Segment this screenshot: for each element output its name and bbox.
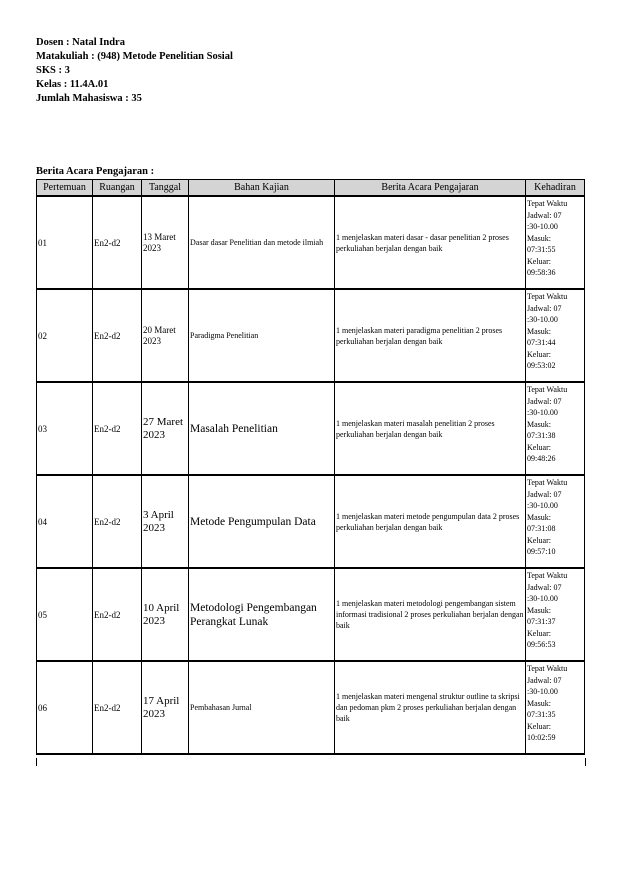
attendance-in-time: 07:31:08 (527, 524, 556, 533)
attendance-status: Tepat Waktu (527, 385, 568, 394)
col-header-pertemuan: Pertemuan (37, 180, 93, 197)
meeting-number: 04 (37, 475, 93, 568)
table-row (37, 568, 585, 661)
course-line: Matakuliah : (948) Metode Penelitian Sosial (36, 51, 233, 62)
meeting-number: 06 (37, 661, 93, 754)
col-header-kehadiran: Kehadiran (526, 180, 585, 197)
attendance (526, 382, 585, 475)
room: En2-d2 (93, 475, 142, 568)
attendance-in-time: 07:31:44 (527, 338, 556, 347)
attendance-out-label: Keluar: (527, 442, 551, 452)
attendance-in-label: Masuk: (527, 233, 551, 243)
date: 3 April 2023 (142, 475, 189, 568)
meeting-number: 01 (37, 196, 93, 289)
table-continuation (36, 758, 586, 766)
attendance-schedule: Jadwal: 07 (527, 675, 562, 685)
attendance-out-time: 09:58:36 (527, 268, 556, 277)
attendance-schedule-time: :30-10.00 (527, 501, 558, 510)
attendance-in-time: 07:31:37 (527, 617, 556, 626)
course-header (36, 36, 233, 106)
table-row (37, 475, 585, 568)
table-row (37, 661, 585, 754)
attendance-schedule-time: :30-10.00 (527, 408, 558, 417)
date: 10 April 2023 (142, 568, 189, 661)
attendance-schedule-time: :30-10.00 (527, 594, 558, 603)
credits-line: SKS : 3 (36, 65, 70, 76)
date: 13 Maret 2023 (142, 196, 189, 289)
room: En2-d2 (93, 382, 142, 475)
attendance-schedule-time: :30-10.00 (527, 222, 558, 231)
attendance-out-time: 09:56:53 (527, 640, 556, 649)
teaching-report: 1 menjelaskan materi metode pengumpulan data 2 proses perkuliahan berjalan dengan baik (335, 475, 526, 568)
attendance (526, 661, 585, 754)
col-header-berita: Berita Acara Pengajaran (335, 180, 526, 197)
teaching-log-table (36, 179, 585, 755)
attendance-schedule-time: :30-10.00 (527, 687, 558, 696)
topic: Masalah Penelitian (189, 382, 335, 475)
attendance-out-time: 09:53:02 (527, 361, 556, 370)
topic: Metode Pengumpulan Data (189, 475, 335, 568)
room: En2-d2 (93, 196, 142, 289)
topic: Pembahasan Jurnal (189, 661, 335, 754)
topic: Metodologi Pengembangan Perangkat Lunak (189, 568, 335, 661)
topic: Paradigma Penelitian (189, 289, 335, 382)
table-header-row (37, 180, 585, 197)
topic: Dasar dasar Penelitian dan metode ilmiah (189, 196, 335, 289)
attendance-status: Tepat Waktu (527, 571, 568, 580)
attendance-schedule: Jadwal: 07 (527, 303, 562, 313)
attendance-status: Tepat Waktu (527, 292, 568, 301)
attendance-in-label: Masuk: (527, 326, 551, 336)
attendance-out-label: Keluar: (527, 349, 551, 359)
col-header-bahan: Bahan Kajian (189, 180, 335, 197)
attendance-out-label: Keluar: (527, 721, 551, 731)
col-header-tanggal: Tanggal (142, 180, 189, 197)
class-line: Kelas : 11.4A.01 (36, 79, 109, 90)
date: 20 Maret 2023 (142, 289, 189, 382)
table-row (37, 382, 585, 475)
attendance-out-time: 09:48:26 (527, 454, 556, 463)
attendance-out-time: 09:57:10 (527, 547, 556, 556)
meeting-number: 03 (37, 382, 93, 475)
attendance-out-time: 10:02:59 (527, 733, 556, 742)
teaching-report: 1 menjelaskan materi paradigma penelitian 2 proses perkuliahan berjalan dengan baik (335, 289, 526, 382)
attendance-schedule: Jadwal: 07 (527, 396, 562, 406)
room: En2-d2 (93, 289, 142, 382)
table-row (37, 196, 585, 289)
attendance (526, 289, 585, 382)
room: En2-d2 (93, 661, 142, 754)
attendance-status: Tepat Waktu (527, 478, 568, 487)
attendance-schedule: Jadwal: 07 (527, 489, 562, 499)
attendance-out-label: Keluar: (527, 535, 551, 545)
attendance-in-time: 07:31:38 (527, 431, 556, 440)
teaching-report: 1 menjelaskan materi mengenal struktur outline ta skripsi dan pedoman pkm 2 proses perkuliahan berjalan dengan baik (335, 661, 526, 754)
table-row (37, 289, 585, 382)
attendance (526, 568, 585, 661)
room: En2-d2 (93, 568, 142, 661)
date: 27 Maret 2023 (142, 382, 189, 475)
teaching-report: 1 menjelaskan materi masalah penelitian 2 proses perkuliahan berjalan dengan baik (335, 382, 526, 475)
attendance-status: Tepat Waktu (527, 199, 568, 208)
attendance (526, 475, 585, 568)
attendance-schedule-time: :30-10.00 (527, 315, 558, 324)
attendance-in-label: Masuk: (527, 605, 551, 615)
attendance-status: Tepat Waktu (527, 664, 568, 673)
meeting-number: 05 (37, 568, 93, 661)
lecturer-line: Dosen : Natal Indra (36, 37, 125, 48)
attendance-out-label: Keluar: (527, 628, 551, 638)
col-header-ruangan: Ruangan (93, 180, 142, 197)
attendance-schedule: Jadwal: 07 (527, 582, 562, 592)
attendance-schedule: Jadwal: 07 (527, 210, 562, 220)
date: 17 April 2023 (142, 661, 189, 754)
attendance-out-label: Keluar: (527, 256, 551, 266)
teaching-report: 1 menjelaskan materi dasar - dasar penelitian 2 proses perkuliahan berjalan dengan baik (335, 196, 526, 289)
attendance-in-time: 07:31:55 (527, 245, 556, 254)
attendance-in-label: Masuk: (527, 698, 551, 708)
attendance (526, 196, 585, 289)
section-title: Berita Acara Pengajaran : (36, 166, 155, 177)
student-count-line: Jumlah Mahasiswa : 35 (36, 93, 142, 104)
teaching-report: 1 menjelaskan materi metodologi pengembangan sistem informasi tradisional 2 proses perkuliahan berjalan dengan baik (335, 568, 526, 661)
attendance-in-time: 07:31:35 (527, 710, 556, 719)
meeting-number: 02 (37, 289, 93, 382)
attendance-in-label: Masuk: (527, 512, 551, 522)
attendance-in-label: Masuk: (527, 419, 551, 429)
